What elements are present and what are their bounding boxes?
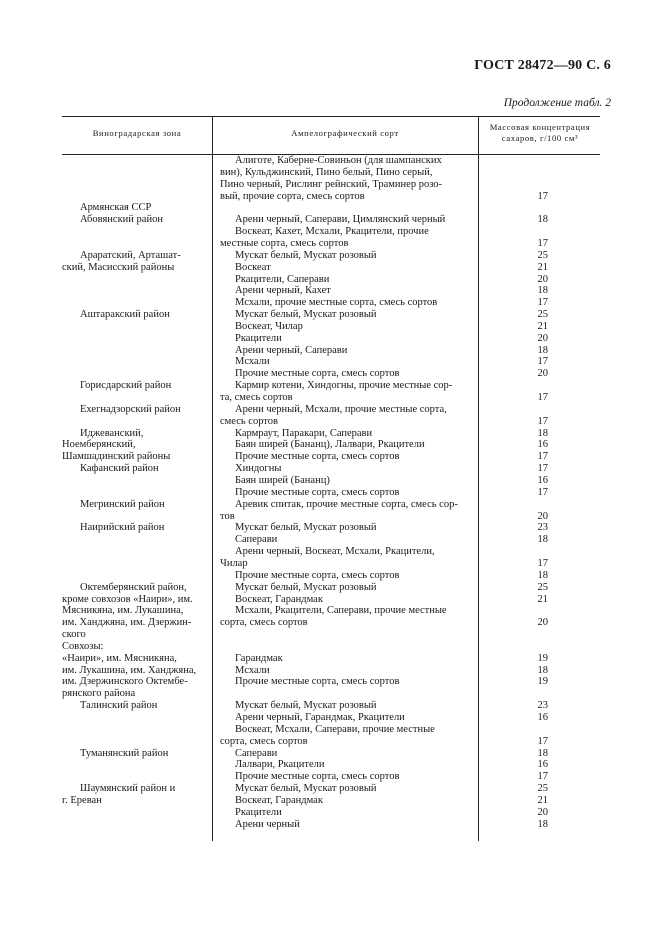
sugar-value: 17 [537, 557, 548, 569]
zone-cell: Мясникяна, им. Лукашина, [62, 605, 184, 617]
sugar-value: 18 [537, 285, 548, 297]
sugar-value: 17 [537, 486, 548, 498]
sugar-value: 17 [537, 392, 548, 403]
zone-cell: Кафанский район [80, 463, 159, 475]
zone-cell: «Наири», им. Мясникяна, [62, 652, 177, 664]
zone-cell: Абовянский район [80, 214, 163, 226]
sugar-value: 21 [537, 261, 548, 273]
sugar-value: 21 [537, 593, 548, 605]
zone-cell: Аштаракский район [80, 309, 170, 320]
zone-cell: Иджеванский, [80, 427, 144, 439]
variety-cell: смесь сортов [220, 415, 278, 427]
sugar-value: 17 [537, 735, 548, 747]
table-continuation-note: Продолжение табл. 2 [503, 97, 611, 109]
sugar-value: 17 [537, 297, 548, 309]
variety-cell: Арени черный, Саперави, Цимлянский черный [235, 214, 446, 226]
sugar-value: 17 [537, 451, 548, 463]
variety-cell: Баян ширей (Бананц) [235, 474, 330, 486]
variety-cell: тов [220, 510, 235, 522]
column-header-zone: Виноградарская зона [92, 128, 182, 138]
sugar-value: 20 [537, 273, 548, 285]
zone-cell: Ехегнадзорский район [80, 403, 181, 415]
sugar-value: 25 [537, 249, 548, 261]
variety-cell: Прочие местные сорта, смесь сортов [235, 451, 400, 463]
variety-cell: Мускат белый, Мускат розовый [235, 581, 377, 593]
variety-cell: Мсхали [235, 664, 270, 676]
variety-cell: Саперави [235, 747, 278, 759]
sugar-value: 20 [537, 368, 548, 380]
zone-cell: ского [62, 629, 86, 640]
variety-cell: Ркацители, Саперави [235, 273, 330, 285]
zone-cell: Ноемберянский, [62, 439, 136, 451]
variety-cell: Воскеат [235, 261, 271, 273]
sugar-value: 18 [537, 664, 548, 676]
sugar-value: 20 [537, 332, 548, 344]
variety-cell: Кармир котени, Хиндогны, прочие местные сор- [235, 380, 453, 392]
sugar-value: 17 [537, 190, 548, 202]
variety-cell: Прочие местные сорта, смесь сортов [235, 368, 400, 380]
sugar-value: 25 [537, 783, 548, 794]
sugar-value: 19 [537, 676, 548, 688]
sugar-value: 18 [537, 214, 548, 226]
zone-cell: Шаумянский район и [80, 783, 176, 794]
variety-cell: Мускат белый, Мускат розовый [235, 522, 377, 534]
table-top-rule [62, 116, 600, 117]
variety-cell: Мускат белый, Мускат розовый [235, 309, 377, 320]
variety-cell: Воскеат, Гарандмак [235, 593, 323, 605]
zone-cell: им. Лукашина, им. Ханджяна, [62, 664, 197, 676]
variety-cell: Мускат белый, Мускат розовый [235, 700, 377, 712]
zone-cell: Мегринский район [80, 498, 165, 510]
column-header-sugar: Массовая концентрация сахаров, г/100 см³ [489, 122, 591, 143]
zone-cell: им. Дзержинского Октембе- [62, 676, 188, 688]
sugar-value: 23 [537, 522, 548, 534]
sugar-value: 17 [537, 463, 548, 475]
variety-cell: Мускат белый, Мускат розовый [235, 249, 377, 261]
zone-cell: Шамшадинский районы [62, 451, 171, 463]
variety-cell: Баян ширей (Бананц), Лалвари, Ркацители [235, 439, 425, 451]
sugar-value: 17 [537, 771, 548, 783]
variety-cell: сорта, смесь сортов [220, 735, 308, 747]
variety-cell: Прочие местные сорта, смесь сортов [235, 486, 400, 498]
variety-cell: Кармраут, Паракари, Саперави [235, 427, 373, 439]
sugar-value: 18 [537, 534, 548, 546]
variety-cell: Прочие местные сорта, смесь сортов [235, 771, 400, 783]
variety-cell: Арени черный, Гарандмак, Ркацители [235, 711, 405, 723]
zone-cell: Горисдарский район [80, 380, 172, 392]
zone-cell: кроме совхозов «Наири», им. [62, 593, 193, 605]
sugar-value: 25 [537, 309, 548, 320]
page-header-title: ГОСТ 28472—90 С. 6 [474, 58, 611, 73]
zone-cell: Совхозы: [62, 640, 104, 652]
variety-cell: Арени черный [235, 818, 300, 830]
variety-cell: Мсхали [235, 356, 270, 368]
variety-cell: Гарандмак [235, 652, 283, 664]
zone-cell: Араратский, Арташат- [80, 249, 181, 261]
sugar-value: 21 [537, 794, 548, 806]
variety-cell: Воскеат, Мсхали, Саперави, прочие местные [235, 723, 435, 735]
variety-cell: Аревик спитак, прочие местные сорта, смесь сор- [235, 498, 458, 510]
zone-cell: Талинский район [80, 700, 158, 712]
column-divider-1 [212, 116, 213, 841]
sugar-value: 16 [537, 474, 548, 486]
variety-cell: вый, прочие сорта, смесь сортов [220, 190, 365, 202]
variety-cell: Мсхали, прочие местные сорта, смесь сортов [235, 297, 438, 309]
variety-cell: Хиндогны [235, 463, 282, 475]
sugar-value: 20 [537, 617, 548, 629]
sugar-value: 19 [537, 652, 548, 664]
sugar-value: 18 [537, 344, 548, 356]
variety-cell: та, смесь сортов [220, 392, 293, 403]
sugar-value: 18 [537, 427, 548, 439]
zone-cell: рянского района [62, 688, 136, 700]
sugar-value: 17 [537, 356, 548, 368]
variety-cell: вин), Кульджинский, Пино белый, Пино серый, [220, 166, 433, 178]
sugar-value: 25 [537, 581, 548, 593]
sugar-value: 23 [537, 700, 548, 712]
variety-cell: Саперави [235, 534, 278, 546]
variety-cell: Воскеат, Кахет, Мсхали, Ркацители, прочие [235, 226, 429, 238]
sugar-value: 20 [537, 806, 548, 818]
variety-cell: Воскеат, Гарандмак [235, 794, 323, 806]
variety-cell: Мускат белый, Мускат розовый [235, 783, 377, 794]
sugar-value: 17 [537, 415, 548, 427]
variety-cell: Мсхали, Ркацители, Саперави, прочие местные [235, 605, 447, 617]
variety-cell: Прочие местные сорта, смесь сортов [235, 676, 400, 688]
variety-cell: Ркацители [235, 332, 282, 344]
sugar-value: 17 [537, 237, 548, 249]
variety-cell: Ркацители [235, 806, 282, 818]
sugar-value: 16 [537, 759, 548, 771]
sugar-value: 16 [537, 711, 548, 723]
variety-cell: местные сорта, смесь сортов [220, 237, 349, 249]
variety-cell: Арени черный, Мсхали, прочие местные сорта, [235, 403, 447, 415]
variety-cell: Арени черный, Воскеат, Мсхали, Ркацители, [235, 546, 435, 557]
variety-cell: Чилар [220, 557, 248, 569]
zone-cell: им. Ханджяна, им. Дзержин- [62, 617, 192, 629]
variety-cell: Лалвари, Ркацители [235, 759, 325, 771]
sugar-value: 18 [537, 818, 548, 830]
zone-cell: Армянская ССР [80, 202, 152, 214]
sugar-value: 18 [537, 747, 548, 759]
variety-cell: сорта, смесь сортов [220, 617, 308, 629]
sugar-value: 16 [537, 439, 548, 451]
zone-cell: Октемберянский район, [80, 581, 187, 593]
variety-cell: Алиготе, Каберне-Совиньон (для шампанских [235, 155, 442, 166]
column-divider-2 [478, 116, 479, 841]
sugar-value: 20 [537, 510, 548, 522]
variety-cell: Прочие местные сорта, смесь сортов [235, 569, 400, 581]
variety-cell: Арени черный, Саперави [235, 344, 348, 356]
column-header-variety: Ампелографический сорт [291, 128, 399, 138]
sugar-value: 21 [537, 320, 548, 332]
sugar-value: 18 [537, 569, 548, 581]
zone-cell: Туманянский район [80, 747, 169, 759]
zone-cell: ский, Масисский районы [62, 261, 175, 273]
variety-cell: Воскеат, Чилар [235, 320, 303, 332]
zone-cell: Наирийский район [80, 522, 165, 534]
zone-cell: г. Ереван [62, 794, 102, 806]
variety-cell: Пино черный, Рислинг рейнский, Траминер розо- [220, 178, 443, 190]
variety-cell: Арени черный, Кахет [235, 285, 331, 297]
